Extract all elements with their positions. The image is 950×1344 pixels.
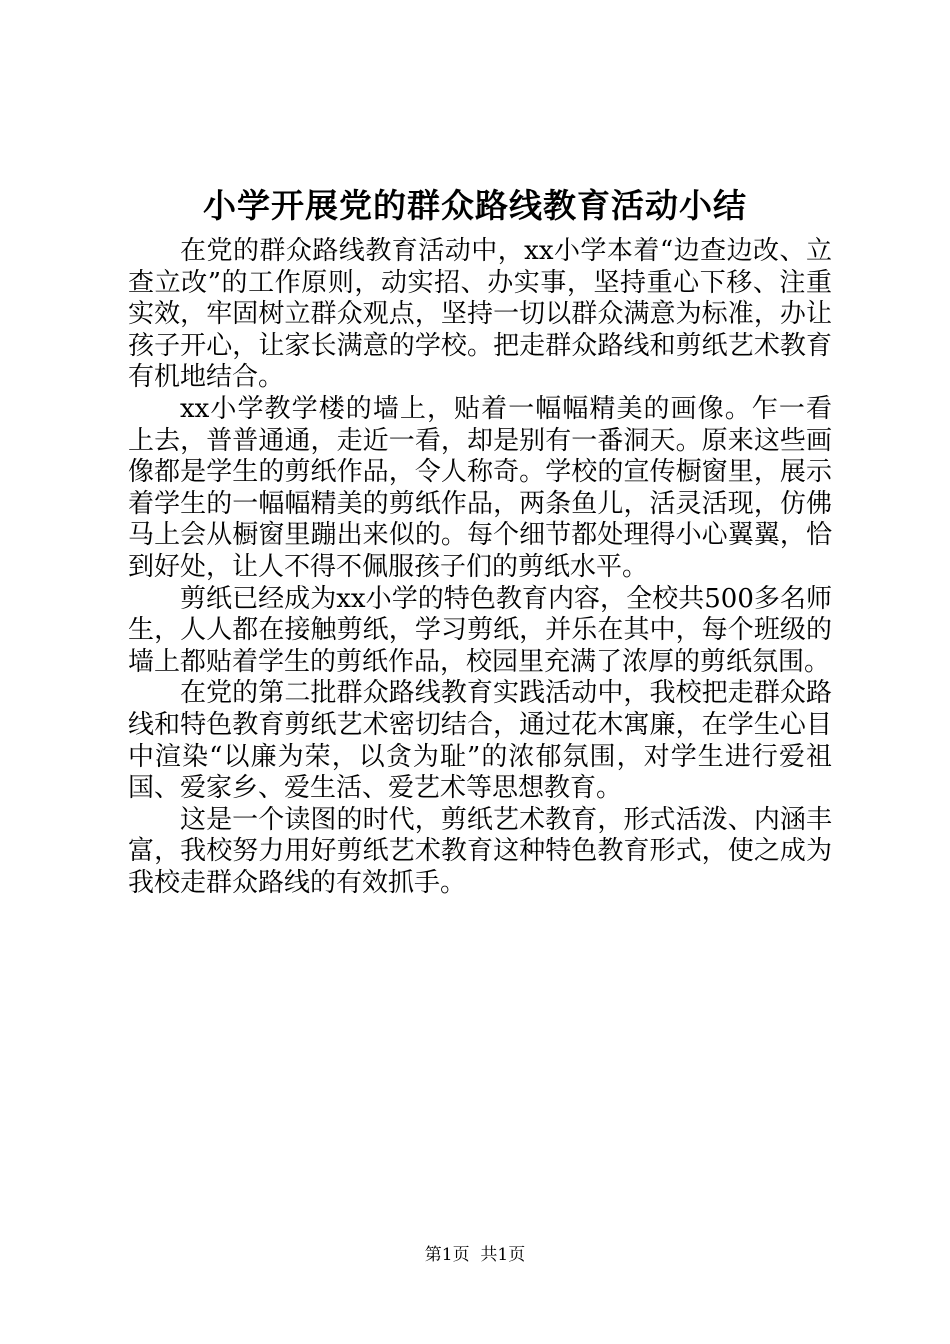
paragraph-3: 剪纸已经成为xx小学的特色教育内容，全校共500多名师生，人人都在接触剪纸，学习剪纸，并乐在其中，每个班级的墙上都贴着学生的剪纸作品，校园里充满了浓厚的剪纸氛围。 <box>128 583 832 677</box>
page-footer <box>0 1244 950 1266</box>
paragraph-1: 在党的群众路线教育活动中，xx小学本着“边查边改、立查立改”的工作原则，动实招、办实事，坚持重心下移、注重实效，牢固树立群众观点，坚持一切以群众满意为标准，办让孩子开心，让家长满意的学校。把走群众路线和剪纸艺术教育有机地结合。 <box>128 236 832 393</box>
page-total: 共1页 <box>480 1245 526 1265</box>
page-number: 第1页 <box>424 1245 470 1265</box>
document-body <box>128 236 832 899</box>
document-title: 小学开展党的群众路线教育活动小结 <box>203 186 747 225</box>
paragraph-4: 在党的第二批群众路线教育实践活动中，我校把走群众路线和特色教育剪纸艺术密切结合，通过花木寓廉，在学生心目中渲染“以廉为荣，以贪为耻”的浓郁氛围，对学生进行爱祖国、爱家乡、爱生活、爱艺术等思想教育。 <box>128 678 832 804</box>
paragraph-2: xx小学教学楼的墙上，贴着一幅幅精美的画像。乍一看上去，普普通通，走近一看，却是别有一番洞天。原来这些画像都是学生的剪纸作品，令人称奇。学校的宣传橱窗里，展示着学生的一幅幅精美的剪纸作品，两条鱼儿，活灵活现，仿佛马上会从橱窗里蹦出来似的。每个细节都处理得小心翼翼，恰到好处，让人不得不佩服孩子们的剪纸水平。 <box>128 393 832 582</box>
paragraph-5: 这是一个读图的时代，剪纸艺术教育，形式活泼、内涵丰富，我校努力用好剪纸艺术教育这种特色教育形式，使之成为我校走群众路线的有效抓手。 <box>128 804 832 898</box>
